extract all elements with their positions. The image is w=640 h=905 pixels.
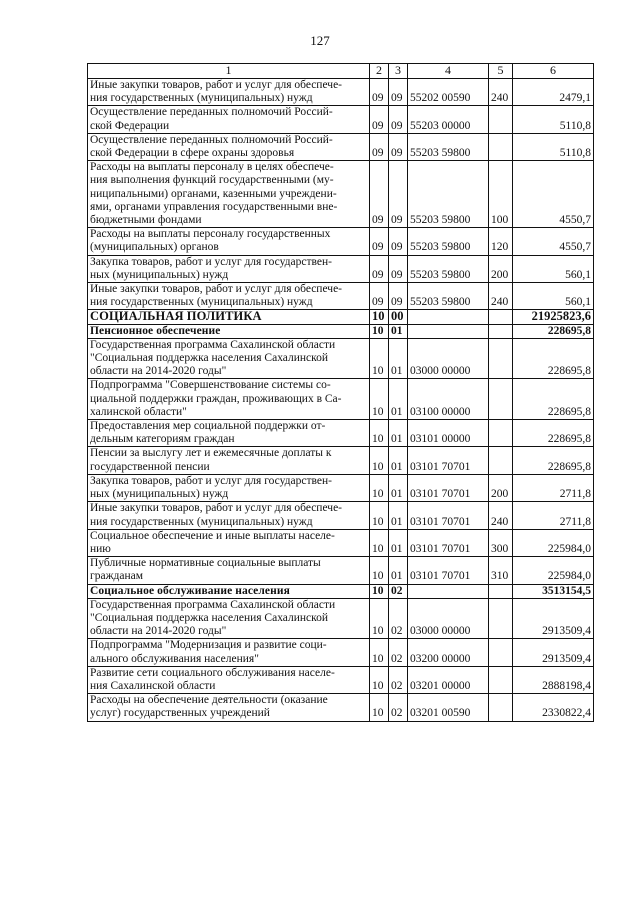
row-subsection-code-cell: 09 (389, 228, 408, 255)
row-name-cell: Пенсии за выслугу лет и ежемесячные доплаты к государственной пенсии (88, 447, 370, 474)
row-name-cell: Публичные нормативные социальные выплаты гражданам (88, 557, 370, 584)
row-subsection-code-cell: 09 (389, 255, 408, 282)
table-header-row (88, 64, 594, 79)
row-section-code-cell: 10 (370, 639, 389, 666)
row-expense-type-cell (489, 338, 513, 379)
row-expense-type-cell (489, 379, 513, 420)
row-expense-type-cell: 240 (489, 79, 513, 106)
row-section-code-cell: 10 (370, 584, 389, 598)
row-amount-cell: 560,1 (513, 255, 594, 282)
row-target-article-cell: 03101 70701 (408, 502, 489, 529)
table-row (88, 379, 594, 420)
row-name-cell: Расходы на выплаты персоналу государственных (муниципальных) органов (88, 228, 370, 255)
row-subsection-code-cell: 01 (389, 474, 408, 501)
row-target-article-cell: 03201 00000 (408, 666, 489, 693)
row-subsection-code-cell: 01 (389, 379, 408, 420)
row-amount-cell: 560,1 (513, 283, 594, 310)
row-subsection-code-cell: 09 (389, 283, 408, 310)
column-header: 1 (88, 64, 370, 79)
table-row (88, 106, 594, 133)
row-target-article-cell: 03101 70701 (408, 557, 489, 584)
row-target-article-cell: 03100 00000 (408, 379, 489, 420)
row-target-article-cell: 03101 70701 (408, 447, 489, 474)
row-amount-cell: 5110,8 (513, 106, 594, 133)
table-row (88, 639, 594, 666)
row-target-article-cell: 55203 59800 (408, 283, 489, 310)
table-row (88, 666, 594, 693)
row-name-cell: Иные закупки товаров, работ и услуг для обеспече- ния государственных (муниципальных) нужд (88, 79, 370, 106)
row-expense-type-cell: 300 (489, 529, 513, 556)
row-expense-type-cell (489, 447, 513, 474)
row-expense-type-cell (489, 694, 513, 721)
table-row (88, 420, 594, 447)
row-subsection-code-cell: 01 (389, 557, 408, 584)
row-subsection-code-cell: 02 (389, 584, 408, 598)
row-section-code-cell: 09 (370, 283, 389, 310)
row-subsection-code-cell: 09 (389, 161, 408, 228)
row-expense-type-cell (489, 106, 513, 133)
row-expense-type-cell: 100 (489, 161, 513, 228)
row-target-article-cell: 03000 00000 (408, 338, 489, 379)
table-row (88, 310, 594, 324)
table-row (88, 584, 594, 598)
row-subsection-code-cell: 09 (389, 133, 408, 160)
row-target-article-cell (408, 324, 489, 338)
row-section-code-cell: 10 (370, 598, 389, 639)
row-target-article-cell: 03201 00590 (408, 694, 489, 721)
row-name-cell: Иные закупки товаров, работ и услуг для обеспече- ния государственных (муниципальных) нужд (88, 283, 370, 310)
column-header: 6 (513, 64, 594, 79)
row-expense-type-cell (489, 133, 513, 160)
row-expense-type-cell (489, 598, 513, 639)
row-amount-cell: 228695,8 (513, 379, 594, 420)
table-row (88, 447, 594, 474)
row-target-article-cell: 55203 59800 (408, 255, 489, 282)
table-row (88, 79, 594, 106)
table-row (88, 255, 594, 282)
row-expense-type-cell (489, 324, 513, 338)
row-name-cell: Иные закупки товаров, работ и услуг для обеспече- ния государственных (муниципальных) нужд (88, 502, 370, 529)
row-section-code-cell: 10 (370, 379, 389, 420)
table-row (88, 338, 594, 379)
row-target-article-cell: 55203 59800 (408, 133, 489, 160)
row-amount-cell: 228695,8 (513, 324, 594, 338)
row-expense-type-cell (489, 584, 513, 598)
row-subsection-code-cell: 09 (389, 106, 408, 133)
table-row (88, 474, 594, 501)
row-target-article-cell: 03101 70701 (408, 529, 489, 556)
row-section-code-cell: 10 (370, 324, 389, 338)
column-header: 2 (370, 64, 389, 79)
row-expense-type-cell (489, 310, 513, 324)
table-row (88, 324, 594, 338)
column-header: 5 (489, 64, 513, 79)
row-expense-type-cell: 240 (489, 502, 513, 529)
row-subsection-code-cell: 01 (389, 529, 408, 556)
row-target-article-cell: 03200 00000 (408, 639, 489, 666)
row-amount-cell: 5110,8 (513, 133, 594, 160)
row-amount-cell: 2711,8 (513, 474, 594, 501)
table-row (88, 529, 594, 556)
row-name-cell: Расходы на обеспечение деятельности (оказание услуг) государственных учреждений (88, 694, 370, 721)
row-subsection-code-cell: 02 (389, 639, 408, 666)
table-row (88, 694, 594, 721)
row-section-code-cell: 09 (370, 133, 389, 160)
row-name-cell: Социальное обслуживание населения (88, 584, 370, 598)
row-subsection-code-cell: 00 (389, 310, 408, 324)
row-subsection-code-cell: 02 (389, 666, 408, 693)
table-row (88, 228, 594, 255)
row-section-code-cell: 10 (370, 420, 389, 447)
row-expense-type-cell (489, 420, 513, 447)
row-subsection-code-cell: 01 (389, 447, 408, 474)
table-row (88, 283, 594, 310)
row-amount-cell: 2711,8 (513, 502, 594, 529)
row-section-code-cell: 09 (370, 106, 389, 133)
row-amount-cell: 228695,8 (513, 447, 594, 474)
row-subsection-code-cell: 01 (389, 420, 408, 447)
row-amount-cell: 4550,7 (513, 228, 594, 255)
row-name-cell: Закупка товаров, работ и услуг для государствен- ных (муниципальных) нужд (88, 474, 370, 501)
row-expense-type-cell: 310 (489, 557, 513, 584)
row-amount-cell: 225984,0 (513, 529, 594, 556)
row-amount-cell: 225984,0 (513, 557, 594, 584)
row-section-code-cell: 10 (370, 557, 389, 584)
row-target-article-cell: 55203 59800 (408, 161, 489, 228)
row-section-code-cell: 10 (370, 338, 389, 379)
row-expense-type-cell: 240 (489, 283, 513, 310)
row-subsection-code-cell: 01 (389, 502, 408, 529)
row-target-article-cell (408, 584, 489, 598)
row-amount-cell: 3513154,5 (513, 584, 594, 598)
row-target-article-cell: 55202 00590 (408, 79, 489, 106)
column-header: 4 (408, 64, 489, 79)
row-section-code-cell: 10 (370, 474, 389, 501)
row-amount-cell: 2888198,4 (513, 666, 594, 693)
row-expense-type-cell: 200 (489, 474, 513, 501)
row-section-code-cell: 09 (370, 161, 389, 228)
row-amount-cell: 2913509,4 (513, 598, 594, 639)
row-subsection-code-cell: 02 (389, 598, 408, 639)
row-section-code-cell: 09 (370, 228, 389, 255)
row-name-cell: Подпрограмма "Модернизация и развитие соци- ального обслуживания населения" (88, 639, 370, 666)
budget-table (87, 63, 594, 722)
row-target-article-cell (408, 310, 489, 324)
row-name-cell: Пенсионное обеспечение (88, 324, 370, 338)
row-name-cell: Осуществление переданных полномочий Россий- ской Федерации (88, 106, 370, 133)
row-amount-cell: 228695,8 (513, 338, 594, 379)
table-row (88, 133, 594, 160)
page-number: 127 (310, 33, 330, 48)
row-amount-cell: 2913509,4 (513, 639, 594, 666)
row-subsection-code-cell: 02 (389, 694, 408, 721)
row-name-cell: Предоставления мер социальной поддержки от- дельным категориям граждан (88, 420, 370, 447)
row-name-cell: Расходы на выплаты персоналу в целях обеспече- ния выполнения функций государственными (му- ниципальными) органами, казенными учреждени- ями, органами управления государственными вне- бюджетными фондами (88, 161, 370, 228)
row-subsection-code-cell: 01 (389, 324, 408, 338)
row-target-article-cell: 03101 70701 (408, 474, 489, 501)
table-body (88, 79, 594, 722)
row-section-code-cell: 10 (370, 310, 389, 324)
column-header: 3 (389, 64, 408, 79)
row-amount-cell: 2330822,4 (513, 694, 594, 721)
row-section-code-cell: 10 (370, 666, 389, 693)
row-section-code-cell: 10 (370, 447, 389, 474)
row-name-cell: Осуществление переданных полномочий Россий- ской Федерации в сфере охраны здоровья (88, 133, 370, 160)
row-name-cell: СОЦИАЛЬНАЯ ПОЛИТИКА (88, 310, 370, 324)
row-target-article-cell: 55203 00000 (408, 106, 489, 133)
row-target-article-cell: 03101 00000 (408, 420, 489, 447)
row-expense-type-cell: 120 (489, 228, 513, 255)
row-amount-cell: 2479,1 (513, 79, 594, 106)
row-target-article-cell: 03000 00000 (408, 598, 489, 639)
row-amount-cell: 4550,7 (513, 161, 594, 228)
row-name-cell: Государственная программа Сахалинской области "Социальная поддержка населения Сахалинской области на 2014-2020 годы" (88, 598, 370, 639)
row-expense-type-cell (489, 666, 513, 693)
row-target-article-cell: 55203 59800 (408, 228, 489, 255)
row-expense-type-cell: 200 (489, 255, 513, 282)
row-name-cell: Развитие сети социального обслуживания населе- ния Сахалинской области (88, 666, 370, 693)
row-subsection-code-cell: 01 (389, 338, 408, 379)
row-section-code-cell: 10 (370, 694, 389, 721)
table-row (88, 557, 594, 584)
row-name-cell: Закупка товаров, работ и услуг для государствен- ных (муниципальных) нужд (88, 255, 370, 282)
row-name-cell: Социальное обеспечение и иные выплаты населе- нию (88, 529, 370, 556)
row-expense-type-cell (489, 639, 513, 666)
table-row (88, 161, 594, 228)
row-section-code-cell: 10 (370, 529, 389, 556)
table-row (88, 502, 594, 529)
row-name-cell: Государственная программа Сахалинской области "Социальная поддержка населения Сахалинской области на 2014-2020 годы" (88, 338, 370, 379)
row-subsection-code-cell: 09 (389, 79, 408, 106)
row-section-code-cell: 09 (370, 79, 389, 106)
row-section-code-cell: 10 (370, 502, 389, 529)
row-amount-cell: 228695,8 (513, 420, 594, 447)
table-row (88, 598, 594, 639)
row-name-cell: Подпрограмма "Совершенствование системы со- циальной поддержки граждан, проживающих в Са- халинской области" (88, 379, 370, 420)
row-section-code-cell: 09 (370, 255, 389, 282)
row-amount-cell: 21925823,6 (513, 310, 594, 324)
